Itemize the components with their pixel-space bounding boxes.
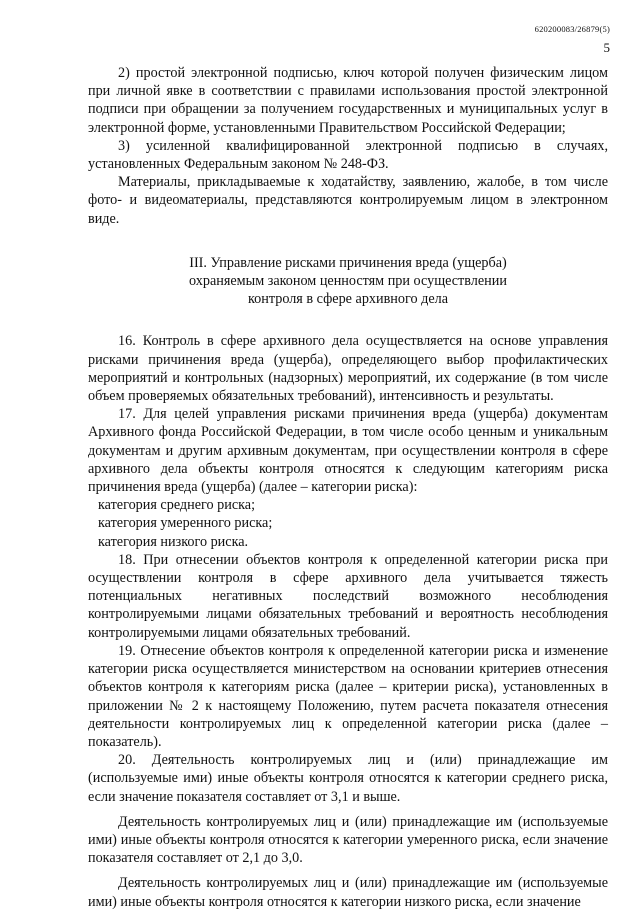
paragraph-simple-signature: 2) простой электронной подписью, ключ которой получен физическим лицом при личной явке в соответствии с правилами использования простой электронной подписи при обращении за получением государственных и муниципальных услуг в электронной форме, установленными Правительством Российской Федерации;	[88, 65, 608, 136]
paragraph-materials: Материалы, прикладываемые к ходатайству, заявлению, жалобе, в том числе фото- и видеоматериалы, представляются контролируемым лицом в электронном виде.	[88, 174, 608, 227]
page-number: 5	[603, 40, 610, 55]
paragraph-19: 19. Отнесение объектов контроля к определенной категории риска и изменение категории риска осуществляется министерством на основании критериев отнесения объектов контроля к категориям риска (далее – критерии риска), установленных в приложении № 2 к настоящему Положению, путем расчета показателя отнесения деятельности контролируемых лиц к определенной категории риска (далее – показатель).	[88, 642, 608, 750]
paragraph-20-low: Деятельность контролируемых лиц и (или) принадлежащие им (используемые ими) иные объекты контроля относятся к категории низкого риска, если значение	[88, 875, 608, 910]
paragraph-17: 17. Для целей управления рисками причинения вреда (ущерба) документам Архивного фонда Российской Федерации, в том числе особо ценным и уникальным документам и другим архивным документам, при осуществлении контроля в сфере архивного дела объекты контроля относятся к следующим категориям риска причинения вреда (ущерба) (далее – категории риска):	[88, 406, 608, 496]
section-heading-line: III. Управление рисками причинения вреда (ущерба)	[189, 254, 507, 271]
section-heading-line: охраняемым законом ценностям при осуществлении	[189, 273, 507, 290]
paragraph-18: 18. При отнесении объектов контроля к определенной категории риска при осуществлении контроля в сфере архивного дела учитывается тяжесть потенциальных негативных последствий возможного несоблюдения контролируемыми лицами обязательных требований и вероятность несоблюдения контролируемыми лицами обязательных требований.	[88, 551, 608, 641]
paragraph-qualified-signature: 3) усиленной квалифицированной электронной подписью в случаях, установленных Федеральным законом № 248-ФЗ.	[88, 137, 608, 173]
document-code: 620200083/26879(5)	[534, 24, 610, 34]
paragraph-20-moderate: Деятельность контролируемых лиц и (или) принадлежащие им (используемые ими) иные объекты контроля относятся к категории умеренного риска, если значение показателя составляет от 2,1 до 3,0.	[88, 813, 608, 867]
list-item-medium-risk: категория среднего риска;	[98, 497, 256, 514]
section-heading	[88, 254, 608, 309]
section-heading-line: контроля в сфере архивного дела	[248, 291, 448, 308]
list-item-low-risk: категория низкого риска.	[98, 533, 249, 550]
list-item-moderate-risk: категория умеренного риска;	[98, 515, 273, 532]
paragraph-20: 20. Деятельность контролируемых лиц и (или) принадлежащие им (используемые ими) иные объекты контроля относятся к категории среднего риска, если значение показателя составляет от 3,1 и выше.	[88, 752, 608, 805]
document-body	[88, 64, 608, 911]
paragraph-16: 16. Контроль в сфере архивного дела осуществляется на основе управления рисками причинения вреда (ущерба), определяющего выбор профилактических мероприятий и контрольных (надзорных) мероприятий, их содержание (в том числе объем проверяемых обязательных требований), интенсивность и результаты.	[88, 333, 608, 405]
